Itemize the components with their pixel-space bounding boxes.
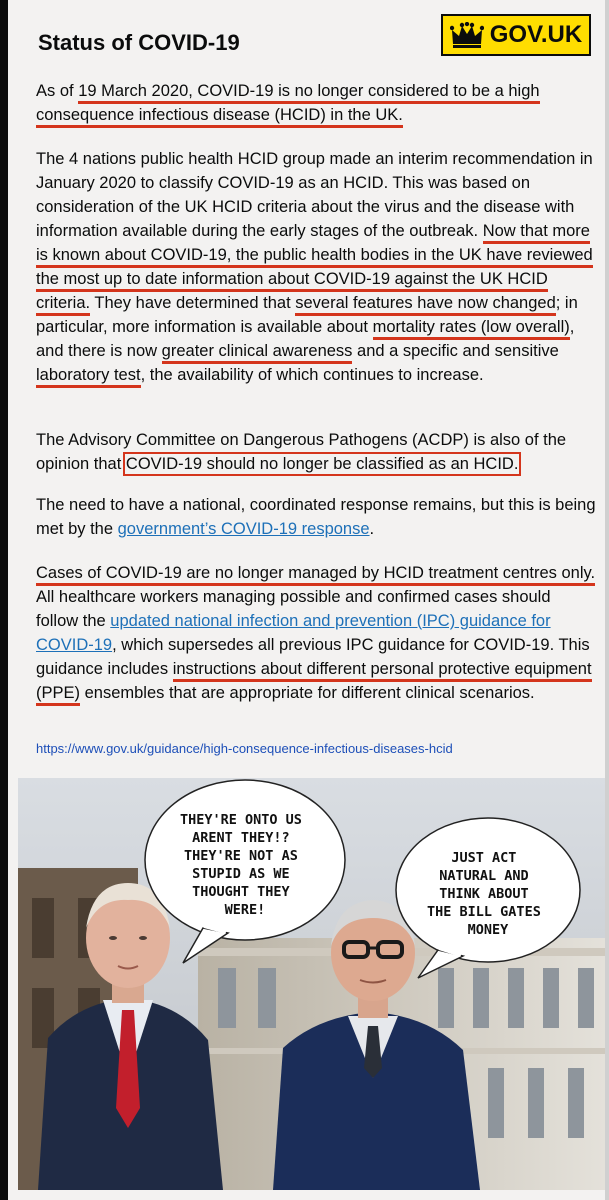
bubble-left-line: WERE!: [224, 902, 266, 918]
bubble-left-line: STUPID AS WE: [192, 866, 290, 882]
bubble-right-line: JUST ACT: [451, 850, 517, 866]
bubble-left-line: THEY'RE ONTO US: [179, 812, 302, 828]
bubble-right-line: THE BILL GATES: [427, 904, 541, 920]
government-response-link[interactable]: government’s COVID-19 response: [117, 520, 370, 538]
text: The need to have a national, coordinated response remains, but this is being met by the: [36, 496, 596, 538]
paragraph-response: [36, 493, 596, 541]
highlight-features: several features have now changed: [295, 294, 556, 316]
text: ; in particular, more information is available about: [36, 294, 578, 336]
highlight-cases: Cases of COVID-19 are no longer managed by HCID treatment centres only.: [36, 564, 595, 586]
paragraph-cases: [36, 561, 596, 705]
text: They have determined that: [90, 294, 296, 312]
bubble-right-line: MONEY: [467, 922, 509, 938]
text: The Advisory Committee on Dangerous Pathogens (ACDP) is also of the opinion that: [36, 431, 567, 473]
paragraph-status: [36, 79, 596, 127]
text: , the availability of which continues to increase.: [140, 366, 484, 384]
source-url[interactable]: https://www.gov.uk/guidance/high-consequence-infectious-diseases-hcid: [36, 741, 453, 756]
govuk-logo[interactable]: [441, 14, 591, 56]
highlight-status: 19 March 2020, COVID-19 is no longer considered to be a high consequence infectious disease (HCID) in the UK.: [36, 82, 540, 128]
text: As of: [36, 82, 79, 100]
text: The 4 nations public health HCID group made an interim recommendation in January 2020 to classify COVID-19 as an HCID. This was based on consideration of the UK HCID criteria about the virus and the disease with information available during the early stages of the outbreak.: [36, 150, 593, 240]
text: ensembles that are appropriate for different clinical scenarios.: [80, 684, 535, 702]
text: and a specific and sensitive: [352, 342, 559, 360]
bubble-right-line: THINK ABOUT: [439, 886, 529, 902]
ipc-guidance-link[interactable]: updated national infection and prevention (IPC) guidance for COVID-19: [36, 612, 551, 654]
text: , which supersedes all previous IPC guidance for COVID-19. This guidance includes: [36, 636, 590, 678]
paragraph-recommendation: [36, 147, 596, 387]
text: , and there is now: [36, 318, 575, 360]
meme-illustration: [18, 778, 605, 1190]
logo-text: GOV.UK: [489, 21, 583, 48]
highlight-lab-test: laboratory test: [36, 366, 141, 388]
boxed-classification: COVID-19 should no longer be classified as an HCID.: [125, 455, 519, 473]
bubble-left-line: THOUGHT THEY: [192, 884, 290, 900]
text: All healthcare workers managing possible and confirmed cases should follow the: [36, 588, 551, 630]
highlight-awareness: greater clinical awareness: [162, 342, 353, 364]
bubble-left-line: THEY'RE NOT AS: [184, 848, 298, 864]
crown-icon: [450, 22, 484, 48]
highlight-mortality: mortality rates (low overall): [373, 318, 570, 340]
highlight-ppe: instructions about different personal protective equipment (PPE): [36, 660, 592, 706]
bubble-right-line: NATURAL AND: [439, 868, 529, 884]
highlight-review: Now that more is known about COVID-19, the public health bodies in the UK have reviewed the most up to date information about COVID-19 against the UK HCID criteria.: [36, 222, 593, 316]
text: .: [369, 520, 375, 538]
page-title: Status of COVID-19: [38, 30, 240, 55]
paragraph-acdp: [36, 428, 596, 476]
bubble-left-line: ARENT THEY!?: [192, 830, 290, 846]
meme-photo: [18, 778, 605, 1190]
